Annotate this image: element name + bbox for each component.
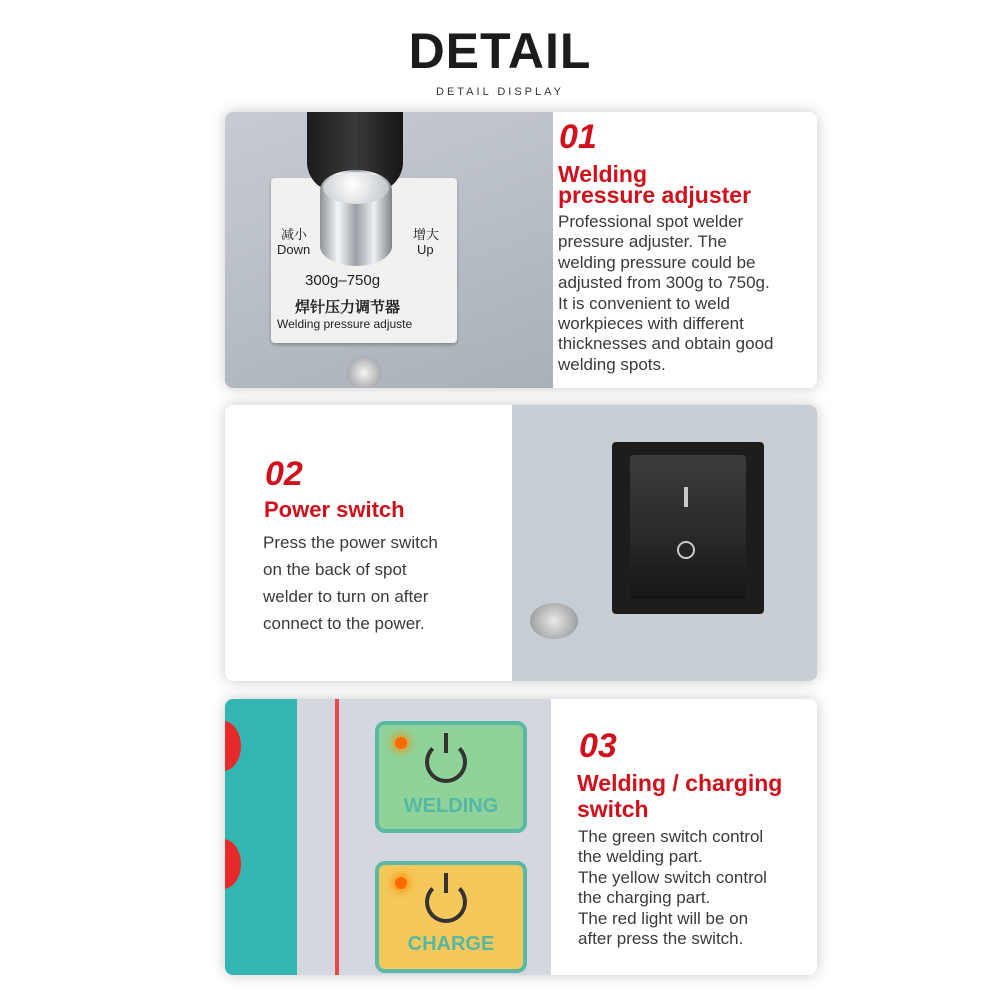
- plate-down-cn: 减小: [281, 227, 308, 242]
- plate-range: 300g–750g: [305, 272, 381, 289]
- panel-red-line: [335, 699, 339, 975]
- description-line: thicknesses and obtain good: [558, 334, 774, 354]
- detail-title-line1: Welding: [558, 161, 648, 187]
- power-switch-photo: [512, 405, 817, 681]
- detail-description: [263, 529, 438, 637]
- page-title: DETAIL: [408, 23, 592, 79]
- plate-name-en: Welding pressure adjuste: [277, 317, 413, 331]
- charge-switch-label: CHARGE: [407, 933, 495, 955]
- switch-off-symbol-icon: [677, 541, 695, 559]
- detail-number: 02: [265, 455, 303, 493]
- detail-title-line2: switch: [577, 796, 649, 822]
- description-line: on the back of spot: [263, 560, 407, 579]
- plate-up-en: Up: [417, 242, 434, 257]
- description-line: the charging part.: [578, 888, 711, 908]
- description-line: adjusted from 300g to 750g.: [558, 273, 770, 293]
- description-line: welding spots.: [558, 354, 666, 374]
- charge-led-icon: [395, 877, 407, 889]
- description-line: The red light will be on: [578, 908, 749, 928]
- page-subtitle: DETAIL DISPLAY: [436, 86, 564, 98]
- detail-description: [578, 827, 767, 949]
- power-icon-bar: [444, 733, 448, 753]
- detail-description: [558, 212, 774, 375]
- description-line: welding pressure could be: [558, 252, 756, 272]
- detail-title-line2: pressure adjuster: [558, 182, 752, 208]
- detail-number: 03: [579, 727, 617, 765]
- detail-title-line1: Power switch: [264, 497, 405, 522]
- description-line: the welding part.: [578, 847, 703, 867]
- detail-card-welding-charging-switch: [225, 699, 817, 975]
- power-icon-bar: [444, 873, 448, 893]
- description-line: Press the power switch: [263, 533, 438, 552]
- adjuster-knob-top: [323, 172, 389, 204]
- screw-icon: [347, 356, 381, 388]
- description-line: The green switch control: [578, 827, 764, 846]
- welding-charging-switch-photo: [225, 699, 551, 975]
- rocker-switch: [630, 455, 746, 599]
- description-line: workpieces with different: [558, 314, 744, 334]
- pressure-adjuster-photo: [225, 112, 553, 388]
- switch-on-symbol-icon: [684, 487, 688, 507]
- description-line: It is convenient to weld: [558, 293, 730, 313]
- detail-number: 01: [559, 118, 597, 156]
- welding-led-icon: [395, 737, 407, 749]
- description-line: The yellow switch control: [578, 867, 767, 887]
- plate-name-cn: 焊针压力调节器: [295, 299, 401, 316]
- description-line: after press the switch.: [578, 929, 744, 949]
- description-line: Professional spot welder: [558, 212, 744, 231]
- plate-down-en: Down: [277, 242, 311, 257]
- welding-switch-label: WELDING: [403, 795, 499, 817]
- description-line: welder to turn on after: [263, 587, 429, 606]
- detail-title-line1: Welding / charging: [577, 770, 783, 796]
- description-line: pressure adjuster. The: [558, 232, 727, 252]
- description-line: connect to the power.: [263, 614, 425, 633]
- detail-card-power-switch: [225, 405, 817, 681]
- cable-hook-icon: [530, 603, 578, 639]
- plate-up-cn: 增大: [413, 227, 440, 242]
- detail-card-pressure-adjuster: [225, 112, 817, 388]
